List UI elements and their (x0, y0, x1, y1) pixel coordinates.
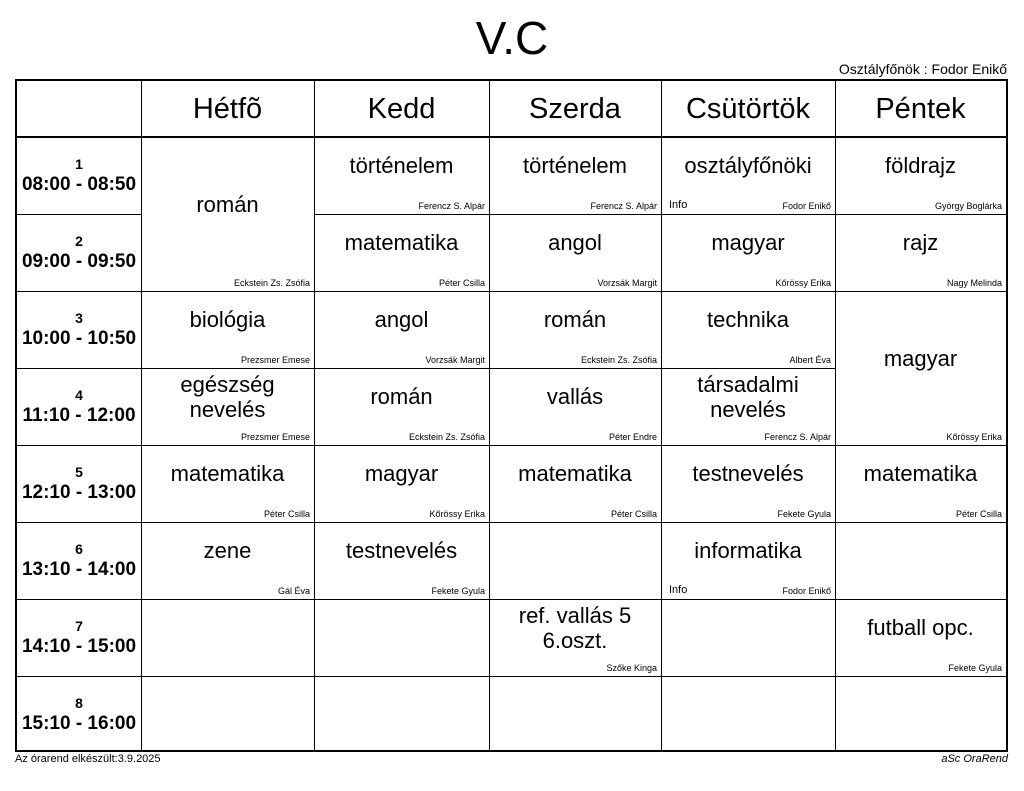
subject-name: testnevelés (692, 461, 804, 486)
row-divider (17, 522, 141, 523)
teacher-name: Fekete Gyula (431, 586, 485, 596)
lesson-cell (489, 214, 661, 291)
subject-name: magyar (364, 461, 439, 486)
room-label: Info (669, 199, 688, 211)
teacher-name: Prezsmer Emese (240, 355, 310, 365)
period-time: 09:00 - 09:50 (21, 250, 137, 272)
teacher-name: Nagy Melinda (946, 278, 1002, 288)
period-time: 11:10 - 12:00 (22, 404, 136, 426)
subject-name: földrajz (885, 153, 956, 178)
teacher-name: Fodor Enikő (782, 201, 831, 211)
teacher-name: Péter Csilla (955, 509, 1002, 519)
row-divider (141, 676, 314, 677)
lesson-cell (141, 291, 314, 368)
lesson-cell (141, 368, 314, 445)
lesson-cell (661, 368, 835, 445)
subject-name: osztályfőnöki (684, 153, 812, 178)
lesson-cell (835, 137, 1006, 214)
timetable-grid (15, 79, 1008, 752)
period-time: 15:10 - 16:00 (21, 712, 137, 734)
subject-name: magyar (883, 346, 958, 371)
day-header: Kedd (367, 92, 436, 125)
generated-date: Az órarend elkészült:3.9.2025 (15, 753, 161, 765)
lesson-cell (141, 445, 314, 522)
lesson-cell (661, 445, 835, 522)
lesson-cell (489, 445, 661, 522)
row-divider (314, 599, 489, 600)
period-number: 8 (75, 694, 83, 711)
row-divider (489, 676, 661, 677)
teacher-name: Fekete Gyula (777, 509, 831, 519)
teacher-name: Kőrössy Erika (946, 432, 1002, 442)
period-time: 10:00 - 10:50 (21, 327, 137, 349)
subject-name: román (370, 384, 433, 409)
lesson-cell (835, 445, 1006, 522)
day-header: Szerda (529, 92, 621, 125)
period-time: 12:10 - 13:00 (21, 481, 137, 503)
lesson-cell (314, 445, 489, 522)
room-label: Info (669, 584, 688, 596)
subject-name: matematika (518, 461, 632, 486)
period-number: 3 (75, 309, 83, 326)
subject-name: matematika (344, 230, 459, 255)
row-divider (17, 214, 141, 215)
period-number: 2 (75, 232, 83, 249)
period-label (17, 291, 141, 368)
teacher-name: Kőrössy Erika (429, 509, 485, 519)
row-divider (17, 291, 141, 292)
teacher-name: Vorzsák Margit (425, 355, 485, 365)
teacher-name: Ferencz S. Alpár (764, 432, 831, 442)
teacher-name: Gál Éva (277, 586, 310, 596)
subject-name: zene (203, 538, 252, 563)
period-label (17, 368, 141, 445)
lesson-cell (835, 214, 1006, 291)
lesson-cell (661, 291, 835, 368)
teacher-name: Albert Éva (789, 355, 831, 365)
period-label (17, 214, 141, 291)
subject-name: angol (548, 230, 602, 255)
row-divider (835, 676, 1006, 677)
teacher-name: Fekete Gyula (948, 663, 1002, 673)
subject-name: történelem (523, 153, 627, 178)
teacher-name: Eckstein Zs. Zsófia (580, 355, 657, 365)
lesson-cell (489, 599, 661, 676)
teacher-name: Péter Endre (608, 432, 657, 442)
lesson-cell (489, 368, 661, 445)
row-divider (661, 676, 835, 677)
teacher-name: György Boglárka (934, 201, 1002, 211)
teacher-name: Péter Csilla (610, 509, 657, 519)
lesson-cell (141, 522, 314, 599)
lesson-cell (489, 137, 661, 214)
period-label (17, 599, 141, 676)
subject-name: biológia (189, 307, 266, 332)
subject-name: angol (374, 307, 429, 332)
teacher-name: Eckstein Zs. Zsófia (408, 432, 485, 442)
period-time: 14:10 - 15:00 (21, 635, 137, 657)
subject-name: testnevelés (345, 538, 458, 563)
row-divider (17, 445, 141, 446)
period-label (17, 676, 141, 753)
row-divider (17, 136, 141, 138)
subject-name: egészség nevelés (180, 372, 275, 422)
teacher-name: Eckstein Zs. Zsófia (233, 278, 310, 288)
teacher-name: Péter Csilla (438, 278, 485, 288)
subject-name: román (196, 192, 259, 217)
subject-name: matematika (170, 461, 285, 486)
period-number: 6 (75, 540, 83, 557)
row-divider (17, 599, 141, 600)
lesson-cell (661, 214, 835, 291)
period-label (17, 522, 141, 599)
teacher-name: Ferencz S. Alpár (590, 201, 657, 211)
period-number: 4 (75, 386, 83, 403)
lesson-cell (314, 137, 489, 214)
subject-name: történelem (349, 153, 454, 178)
teacher-name: Ferencz S. Alpár (418, 201, 485, 211)
day-header: Péntek (875, 92, 966, 125)
lesson-cell (314, 522, 489, 599)
period-label (17, 445, 141, 522)
subject-name: román (543, 307, 607, 332)
period-number: 1 (75, 155, 83, 172)
period-number: 7 (75, 617, 83, 634)
subject-name: ref. vallás 5 6.oszt. (518, 603, 632, 653)
teacher-name: Szőke Kinga (606, 663, 657, 673)
row-divider (489, 522, 661, 523)
subject-name: informatika (694, 538, 802, 563)
lesson-cell (835, 599, 1006, 676)
lesson-cell (314, 291, 489, 368)
row-divider (141, 599, 314, 600)
lesson-cell (835, 291, 1006, 445)
teacher-name: Prezsmer Emese (240, 432, 310, 442)
row-divider (314, 676, 489, 677)
lesson-cell (314, 214, 489, 291)
subject-name: technika (707, 307, 789, 332)
software-credit: aSc OraRend (941, 753, 1008, 765)
period-time: 13:10 - 14:00 (21, 558, 137, 580)
row-divider (17, 368, 141, 369)
period-number: 5 (75, 463, 83, 480)
subject-name: magyar (711, 230, 785, 255)
lesson-cell (661, 137, 835, 214)
subject-name: rajz (902, 230, 939, 255)
teacher-name: Péter Csilla (263, 509, 310, 519)
head-teacher-label: Osztályfőnök : Fodor Enikő (838, 61, 1007, 77)
teacher-name: Fodor Enikő (782, 586, 831, 596)
day-header: Hétfõ (192, 92, 263, 125)
lesson-cell (141, 137, 314, 291)
lesson-cell (489, 291, 661, 368)
subject-name: matematika (863, 461, 978, 486)
period-label (17, 137, 141, 214)
row-divider (835, 522, 1006, 523)
lesson-cell (314, 368, 489, 445)
subject-name: vallás (546, 384, 604, 409)
lesson-cell (661, 522, 835, 599)
row-divider (17, 676, 141, 677)
row-divider (661, 599, 835, 600)
teacher-name: Vorzsák Margit (597, 278, 657, 288)
subject-name: társadalmi nevelés (697, 372, 799, 422)
day-header: Csütörtök (685, 92, 811, 125)
period-time: 08:00 - 08:50 (21, 173, 137, 195)
teacher-name: Kőrössy Erika (775, 278, 831, 288)
page-title: V.C (475, 12, 549, 64)
subject-name: futball opc. (867, 615, 974, 640)
